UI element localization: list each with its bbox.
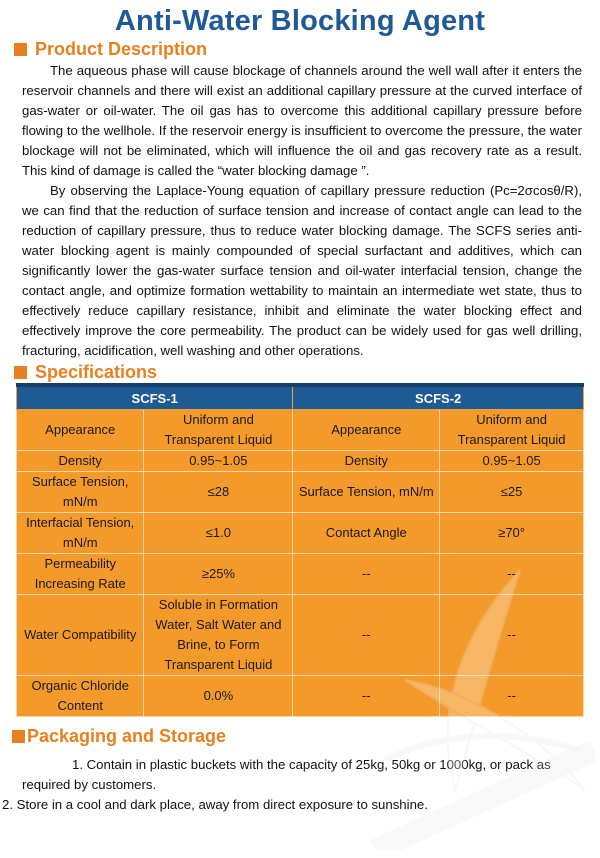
description-paragraph-2: By observing the Laplace-Young equation of capillary pressure reduction (Pc=2σcosθ/R), we can find that the reduction of surface tension and increase of contact angle can lead to the reduction of capillary pressure, thus to reduce water blocking damage. The SCFS series anti-water blocking agent is mainly compounded of special surfactant and additives, which can significantly lower the gas-water surface tension and oil-water interfacial tension, change the contact angle, and optimize formation wettability to maintain an intermediate wet state, thus to effectively reduce capillary resistance, inhibit and eliminate the water blocking effect and effectively improve the core permeability. The product can be widely used for gas well drilling, fracturing, acidification, well washing and other operations. xyxy=(22,183,582,358)
specifications-table xyxy=(16,383,584,717)
section-heading-specifications xyxy=(14,361,600,383)
table-cell: Permeability Increasing Rate xyxy=(17,554,144,595)
table-cell: ≥70° xyxy=(440,513,584,554)
packaging-item-2: 2. Store in a cool and dark place, away from direct exposure to sunshine. xyxy=(2,797,428,812)
table-cell: Soluble in Formation Water, Salt Water and Brine, to Form Transparent Liquid xyxy=(144,595,293,676)
table-cell: Water Compatibility xyxy=(17,595,144,676)
bullet-square-icon xyxy=(12,730,25,743)
table-cell: -- xyxy=(293,554,440,595)
table-row xyxy=(17,595,584,676)
table-cell: Organic Chloride Content xyxy=(17,676,144,717)
table-cell: ≤28 xyxy=(144,472,293,513)
packaging-item-1: 1. Contain in plastic buckets with the capacity of 25kg, 50kg or 1000kg, or pack as required by customers. xyxy=(22,757,551,792)
table-cell: -- xyxy=(293,676,440,717)
table-cell: Appearance xyxy=(17,410,144,451)
table-header-row xyxy=(17,385,584,410)
table-cell: ≥25% xyxy=(144,554,293,595)
table-cell: Uniform and Transparent Liquid xyxy=(440,410,584,451)
section-heading-packaging xyxy=(12,725,600,747)
bullet-square-icon xyxy=(14,43,27,56)
bullet-square-icon xyxy=(14,366,27,379)
table-row xyxy=(17,410,584,451)
table-cell: -- xyxy=(440,595,584,676)
section-heading-text: Packaging and Storage xyxy=(27,726,227,746)
table-cell: Surface Tension, mN/m xyxy=(17,472,144,513)
table-row xyxy=(17,451,584,472)
table-cell: Appearance xyxy=(293,410,440,451)
table-cell: -- xyxy=(440,554,584,595)
section-heading-description xyxy=(14,38,600,60)
table-cell: Density xyxy=(293,451,440,472)
page-title: Anti-Water Blocking Agent xyxy=(114,5,486,37)
table-cell: -- xyxy=(293,595,440,676)
table-cell: 0.0% xyxy=(144,676,293,717)
table-row xyxy=(17,676,584,717)
table-cell: 0.95~1.05 xyxy=(144,451,293,472)
table-row xyxy=(17,513,584,554)
table-cell: Contact Angle xyxy=(293,513,440,554)
table-row xyxy=(17,554,584,595)
table-cell: ≤1.0 xyxy=(144,513,293,554)
table-cell: Surface Tension, mN/m xyxy=(293,472,440,513)
table-cell: 0.95~1.05 xyxy=(440,451,584,472)
table-header-scfs-2: SCFS-2 xyxy=(293,385,584,410)
section-heading-text: Specifications xyxy=(35,362,158,382)
table-cell: Density xyxy=(17,451,144,472)
section-heading-text: Product Description xyxy=(35,39,208,59)
table-cell: Interfacial Tension, mN/m xyxy=(17,513,144,554)
description-paragraph-1: The aqueous phase will cause blockage of channels around the well wall after it enters the reservoir channels and there will exist an additional capillary pressure at the curved interface of gas-water or oil-water. The oil gas has to overcome this additional capillary pressure before flowing to the wellhole. If the reservoir energy is insufficient to overcome the pressure, the water blockage will not be eliminated, which will influence the oil and gas recovery rate as a result. This kind of damage is called the “water blocking damage ”. xyxy=(22,63,582,178)
table-row xyxy=(17,472,584,513)
table-cell: -- xyxy=(440,676,584,717)
table-cell: ≤25 xyxy=(440,472,584,513)
table-header-scfs-1: SCFS-1 xyxy=(17,385,293,410)
table-cell: Uniform and Transparent Liquid xyxy=(144,410,293,451)
